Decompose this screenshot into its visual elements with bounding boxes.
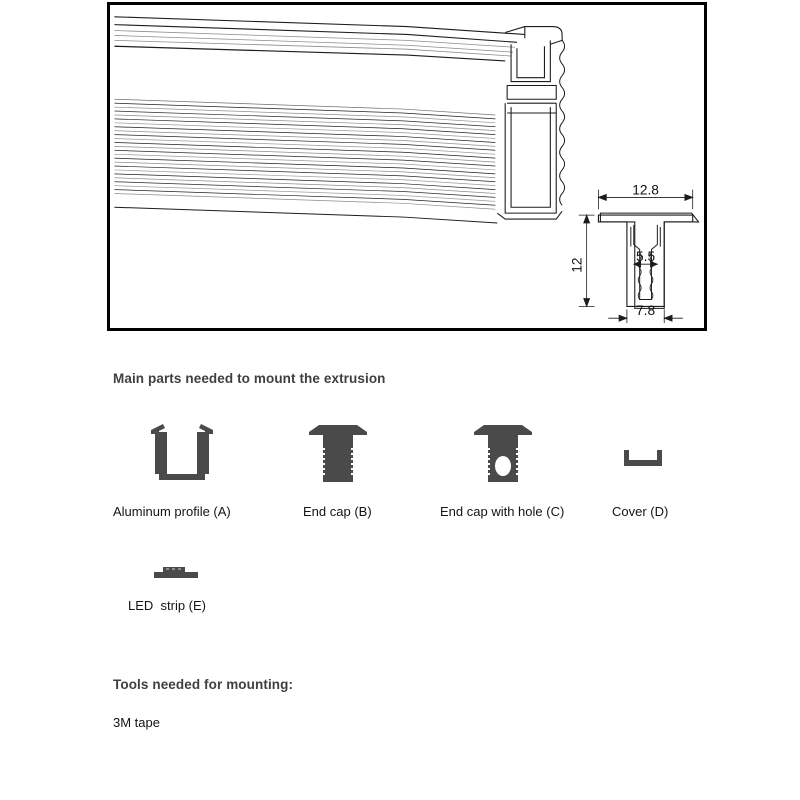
led-strip-icon <box>152 560 200 584</box>
part-label-end-cap: End cap (B) <box>303 504 372 519</box>
part-label-led-strip: LED strip (E) <box>128 598 207 613</box>
extrusion-ribbed-wall <box>114 99 495 209</box>
dimension-label-12: 12 <box>569 257 585 273</box>
cover-icon <box>615 420 671 492</box>
tools-heading: Tools needed for mounting: <box>113 677 294 692</box>
dimension-label-7-8: 7.8 <box>636 303 656 319</box>
part-item-end-cap <box>303 420 373 492</box>
technical-drawing <box>110 5 704 328</box>
part-item-cover <box>615 420 671 492</box>
dimension-label-12-8: 12.8 <box>632 182 659 198</box>
cross-section-view <box>570 182 699 323</box>
part-item-led-strip <box>152 560 200 584</box>
extrusion-top-flange-lines <box>114 17 524 43</box>
extrusion-serrated-edge <box>560 40 565 205</box>
part-item-end-cap-with-hole <box>468 420 538 492</box>
dimension-label-5-5: 5.5 <box>636 249 656 265</box>
technical-drawing-panel <box>107 2 707 331</box>
part-item-aluminum-profile <box>143 420 221 492</box>
aluminum-profile-icon <box>143 420 221 492</box>
part-label-cover: Cover (D) <box>612 504 669 519</box>
part-label-end-cap-with-hole: End cap with hole (C) <box>440 504 565 519</box>
part-label-aluminum-profile: Aluminum profile (A) <box>113 504 231 519</box>
end-cap-with-hole-icon <box>468 420 538 492</box>
main-parts-heading: Main parts needed to mount the extrusion <box>113 371 386 386</box>
tools-item: 3M tape <box>113 715 160 730</box>
end-cap-icon <box>303 420 373 492</box>
extrusion-perspective-view <box>114 17 564 223</box>
